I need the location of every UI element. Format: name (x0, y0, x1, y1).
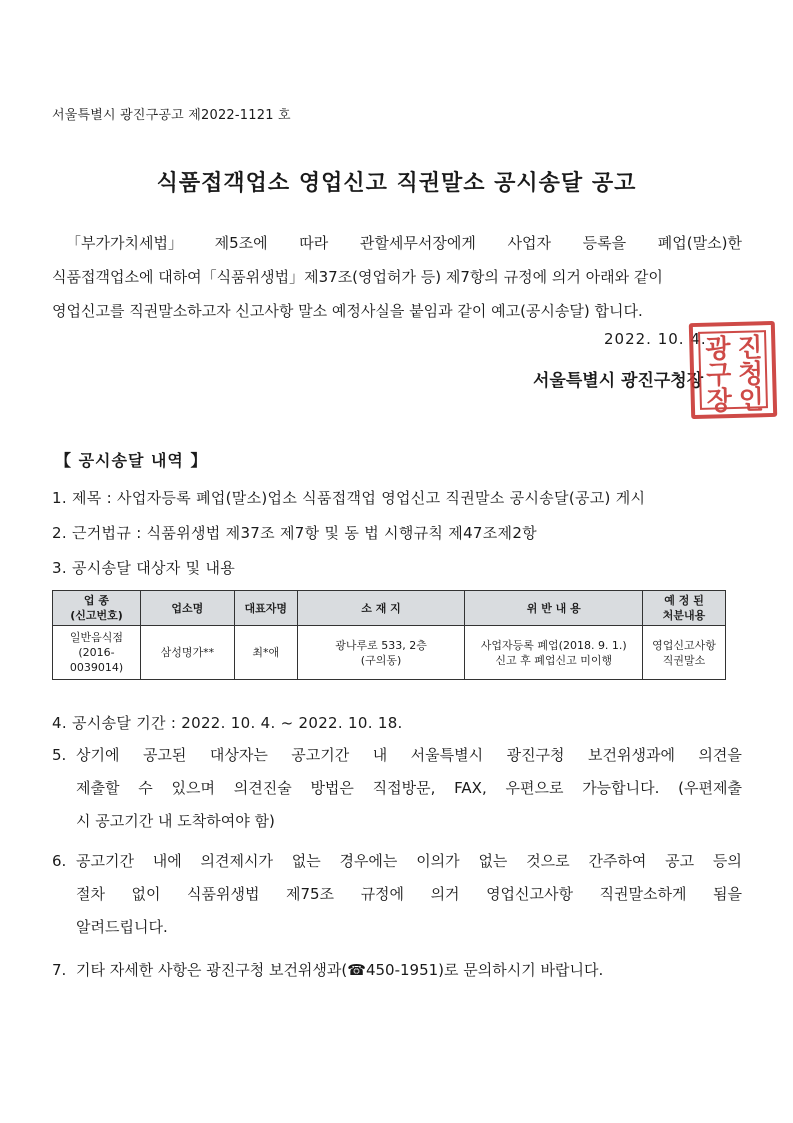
intro-paragraph (52, 226, 742, 328)
intro-word: 따라 (299, 234, 329, 252)
item-contact (52, 954, 742, 987)
table-row (53, 626, 726, 680)
item-subject: 1. 제목 : 사업자등록 폐업(말소)업소 식품접객업 영업신고 직권말소 공시송달(공고) 게시 (52, 489, 646, 507)
intro-line-3: 영업신고를 직권말소하고자 신고사항 말소 예정사실을 붙임과 같이 예고(공시송달) 합니다. (52, 302, 643, 320)
targets-table (52, 590, 726, 680)
intro-word: 제5조에 (214, 234, 268, 252)
header-location: 소 재 지 (297, 591, 465, 626)
seal-glyph: 광 (705, 334, 731, 365)
item-number: 7. (52, 961, 67, 979)
seal-glyph: 진 (737, 333, 763, 364)
issuer-signature: 서울특별시 광진구청장 (533, 371, 704, 391)
cell-business-name: 삼성명가** (140, 626, 234, 680)
item-period: 4. 공시송달 기간 : 2022. 10. 4. ~ 2022. 10. 18. (52, 714, 403, 732)
paragraph-line: 기타 자세한 사항은 광진구청 보건위생과(☎450-1951)로 문의하시기 바랍니다. (76, 961, 604, 979)
cell-planned-action: 영업신고사항 직권말소 (643, 626, 726, 680)
item-no-objection (52, 845, 742, 944)
intro-line-1 (52, 226, 742, 260)
document-title: 식품접객업소 영업신고 직권말소 공시송달 공고 (156, 171, 637, 196)
intro-word: 등록을 (582, 234, 627, 252)
seal-glyph: 장 (706, 386, 733, 417)
item-number: 5. (52, 746, 67, 764)
intro-line-2: 식품접객업소에 대하여「식품위생법」제37조(영업허가 등) 제7항의 규정에 의거 아래와 같이 (52, 268, 663, 286)
cell-business-type: 일반음식점 (2016-0039014) (53, 626, 141, 680)
header-violation: 위 반 내 용 (465, 591, 643, 626)
seal-glyph: 청 (737, 359, 764, 390)
paragraph-line: 상기에 공고된 대상자는 공고기간 내 서울특별시 광진구청 보건위생과에 의견을 (76, 746, 742, 764)
intro-word: 「부가가치세법」 (66, 234, 183, 252)
header-representative: 대표자명 (234, 591, 297, 626)
official-seal (689, 321, 777, 419)
cell-location: 광나루로 533, 2층 (구의동) (297, 626, 465, 680)
paragraph-line: 시 공고기간 내 도착하여야 함) (76, 812, 275, 830)
section-heading: 【 공시송달 내역 】 (55, 451, 208, 470)
item-targets-heading: 3. 공시송달 대상자 및 내용 (52, 559, 236, 577)
item-legal-basis: 2. 근거법규 : 식품위생법 제37조 제7항 및 동 법 시행규칙 제47조제2항 (52, 524, 537, 542)
cell-violation: 사업자등록 폐업(2018. 9. 1.) 신고 후 폐업신고 미이행 (465, 626, 643, 680)
notice-date: 2022. 10. 4. (604, 330, 707, 348)
header-business-type: 업 종 (신고번호) (53, 591, 141, 626)
item-number: 6. (52, 852, 67, 870)
paragraph-line: 제출할 수 있으며 의견진술 방법은 직접방문, FAX, 우편으로 가능합니다. (우편제출 (76, 779, 742, 797)
paragraph-line: 알려드립니다. (76, 918, 168, 936)
cell-representative: 최*애 (234, 626, 297, 680)
paragraph-line: 절차 없이 식품위생법 제75조 규정에 의거 영업신고사항 직권말소하게 됨을 (76, 885, 742, 903)
seal-glyph: 구 (705, 360, 732, 391)
header-business-name: 업소명 (140, 591, 234, 626)
intro-word: 관할세무서장에게 (359, 234, 476, 252)
notice-number: 서울특별시 광진구공고 제2022-1121 호 (52, 108, 291, 123)
item-objection (52, 739, 742, 838)
intro-word: 폐업(말소)한 (657, 234, 742, 252)
paragraph-line: 공고기간 내에 의견제시가 없는 경우에는 이의가 없는 것으로 간주하여 공고 등의 (76, 852, 742, 870)
table-header-row (53, 591, 726, 626)
intro-word: 사업자 (507, 234, 551, 252)
seal-glyph: 인 (738, 385, 765, 416)
header-planned-action: 예 정 된 처분내용 (643, 591, 726, 626)
